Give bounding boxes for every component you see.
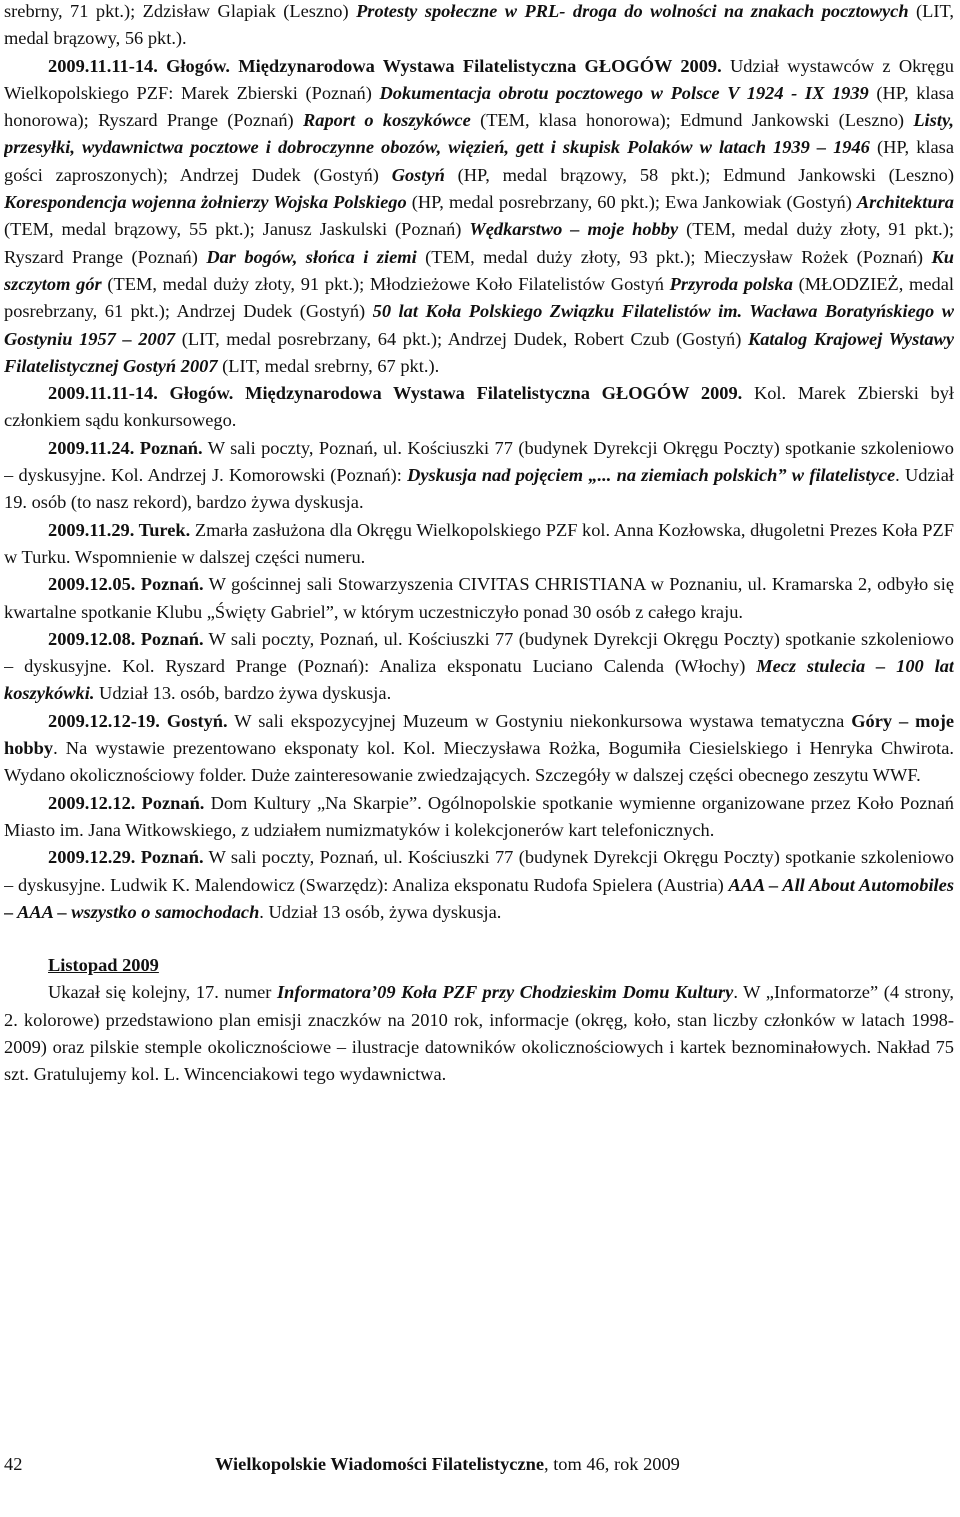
emphasis-text: Informatora’09 Koła PZF przy Chodzieskim Domu Kultury	[277, 982, 734, 1003]
emphasis-text: Ku szczytom gór	[4, 246, 954, 294]
body-text	[4, 0, 954, 926]
journal-title	[215, 1454, 680, 1475]
text-run: Zmarła zasłużona dla Okręgu Wielkopolskiego PZF kol. Anna Kozłowska, długoletni Prezes Koła PZF w Turku. Wspomnienie w dalszej części numeru.	[4, 519, 954, 567]
text-run: Udział wystawców z Okręgu Wielkopolskiego PZF: Marek Zbierski (Poznań)	[4, 55, 954, 103]
paragraph-p7	[4, 708, 954, 790]
emphasis-text: 2009.11.29. Turek.	[48, 519, 191, 540]
text-run: W sali poczty, Poznań, ul. Kościuszki 77 (budynek Dyrekcji Okręgu Poczty) spotkanie szkoleniowo – dyskusyjne. Kol. Andrzej J. Komorowski (Poznań):	[4, 437, 954, 486]
text-run: (LIT, medal srebrny, 67 pkt.).	[217, 355, 440, 376]
text-run: Udział 13. osób, bardzo żywa dyskusja.	[94, 683, 392, 704]
text-run: . W „Informatorze” (4 strony, 2. kolorowe) przedstawiono plan emisji znaczków na 2010 rok, informacje (okręg, koło, stan liczby członków w latach 1998-2009) oraz pilskie stemple okolicznościowe – ilustracje datowników okolicznościowych i kartek beznominałowych. Nakład 75 szt. Gratulujemy kol. L. Wincenciakowi tego wydawnictwa.	[4, 982, 954, 1085]
emphasis-text: 2009.12.29. Poznań.	[48, 847, 204, 868]
emphasis-text: 2009.12.12. Poznań.	[48, 792, 205, 813]
journal-name: Wielkopolskie Wiadomości Filatelistyczne	[215, 1454, 544, 1474]
emphasis-text: Wędkarstwo – moje hobby	[469, 219, 679, 240]
emphasis-text: 50 lat Koła Polskiego Związku Filatelistów im. Wacława Boratyńskiego w Gostyniu 1957 – 2007	[4, 301, 954, 349]
emphasis-text: Przyroda polska	[669, 273, 793, 294]
journal-volume: , tom 46, rok 2009	[544, 1454, 680, 1474]
text-run: Ukazał się kolejny, 17. numer	[48, 982, 278, 1003]
text-run: W sali poczty, Poznań, ul. Kościuszki 77 (budynek Dyrekcji Okręgu Poczty) spotkanie szkoleniowo – dyskusyjne. Kol. Ryszard Prange (Poznań): Analiza eksponatu Luciano Calenda (Włochy)	[4, 628, 954, 677]
section-text	[4, 979, 954, 1088]
emphasis-text: 2009.11.11-14. Głogów. Międzynarodowa Wystawa Filatelistyczna GŁOGÓW 2009.	[48, 55, 722, 76]
text-run: (TEM, medal duży złoty, 93 pkt.); Mieczysław Rożek (Poznań)	[416, 246, 932, 267]
paragraph-s0	[4, 979, 954, 1088]
text-run: Dom Kultury „Na Skarpie”. Ogólnopolskie spotkanie wymienne organizowane przez Koło Poznań Miasto im. Jana Witkowskiego, z udziałem numizmatyków i kolekcjonerów kart telefonicznych.	[4, 792, 954, 840]
paragraph-p0	[4, 0, 954, 53]
document-page	[4, 0, 954, 1517]
page-number: 42	[4, 1454, 23, 1474]
text-run: (TEM, medal brązowy, 55 pkt.); Janusz Jaskulski (Poznań)	[4, 219, 470, 240]
emphasis-text: Katalog Krajowej Wystawy Filatelistycznej Gostyń 2007	[4, 328, 954, 376]
text-run: W gościnnej sali Stowarzyszenia CIVITAS CHRISTIANA w Poznaniu, ul. Kramarska 2, odbyło się kwartalne spotkanie Klubu „Święty Gabriel”, w którym uczestniczyło ponad 30 osób z całego kraju.	[4, 574, 954, 622]
paragraph-p4	[4, 517, 954, 572]
paragraph-p5	[4, 571, 954, 626]
text-run: Kol. Marek Zbierski był członkiem sądu konkursowego.	[4, 383, 954, 431]
paragraph-p3	[4, 435, 954, 517]
emphasis-text: Gostyń	[391, 164, 445, 185]
emphasis-text: Dyskusja nad pojęciem „... na ziemiach polskich” w filatelistyce	[407, 465, 896, 486]
text-run: (TEM, medal duży złoty, 91 pkt.); Młodzieżowe Koło Filatelistów Gostyń	[101, 273, 670, 294]
emphasis-text: Góry – moje hobby	[4, 710, 954, 759]
paragraph-p2	[4, 380, 954, 435]
emphasis-text: 2009.11.11-14. Głogów. Międzynarodowa Wystawa Filatelistyczna GŁOGÓW 2009.	[48, 383, 743, 404]
text-run: (TEM, klasa honorowa); Edmund Jankowski (Leszno)	[470, 110, 914, 131]
paragraph-p9	[4, 844, 954, 926]
section-listopad-2009	[4, 952, 954, 1088]
emphasis-text: Mecz stulecia – 100 lat koszykówki.	[4, 656, 954, 704]
text-run: (HP, medal brązowy, 58 pkt.); Edmund Jankowski (Leszno)	[444, 164, 954, 185]
text-run: (LIT, medal posrebrzany, 64 pkt.); Andrzej Dudek, Robert Czub (Gostyń)	[175, 328, 748, 349]
emphasis-text: 2009.11.24. Poznań.	[48, 437, 203, 458]
text-run: srebrny, 71 pkt.); Zdzisław Glapiak (Leszno)	[4, 1, 357, 21]
text-run: (MŁODZIEŻ, medal posrebrzany, 61 pkt.); Andrzej Dudek (Gostyń)	[4, 273, 954, 322]
text-run: W sali ekspozycyjnej Muzeum w Gostyniu niekonkursowa wystawa tematyczna	[227, 710, 852, 731]
emphasis-text: 2009.12.12-19. Gostyń.	[48, 710, 228, 731]
text-run: (HP, medal posrebrzany, 60 pkt.); Ewa Jankowiak (Gostyń)	[406, 192, 857, 213]
text-run: (LIT, medal brązowy, 56 pkt.).	[4, 1, 954, 49]
paragraph-p6	[4, 626, 954, 708]
emphasis-text: Dokumentacja obrotu pocztowego w Polsce V 1924 - IX 1939	[379, 82, 869, 103]
text-run: (HP, klasa gości zaproszonych); Andrzej Dudek (Gostyń)	[4, 137, 954, 185]
paragraph-p1	[4, 53, 954, 381]
emphasis-text: AAA – All About Automobiles – AAA – wszystko o samochodach	[4, 874, 954, 922]
emphasis-text: Korespondencja wojenna żołnierzy Wojska Polskiego	[4, 192, 407, 213]
emphasis-text: Protesty społeczne w PRL- droga do wolności na znakach pocztowych	[356, 1, 909, 21]
emphasis-text: 2009.12.05. Poznań.	[48, 574, 204, 595]
text-run: . Na wystawie prezentowano eksponaty kol. Kol. Mieczysława Rożka, Bogumiła Ciesielskiego i Henryka Chwirota. Wydano okolicznościowy folder. Duże zainteresowanie zwiedzających. Szczegóły w dalszej części obecnego zeszytu WWF.	[4, 738, 954, 786]
text-run: (HP, klasa honorowa); Ryszard Prange (Poznań)	[4, 82, 954, 131]
emphasis-text: Dar bogów, słońca i ziemi	[206, 246, 417, 267]
emphasis-text: Listy, przesyłki, wydawnictwa pocztowe i dobroczynne obozów, więzień, gett i skupisk Polaków w latach 1939 – 1946	[4, 110, 954, 158]
paragraph-p8	[4, 790, 954, 845]
text-run: W sali poczty, Poznań, ul. Kościuszki 77 (budynek Dyrekcji Okręgu Poczty) spotkanie szkoleniowo – dyskusyjne. Ludwik K. Malendowicz (Swarzędz): Analiza eksponatu Rudofa Spielera (Austria)	[4, 847, 954, 895]
emphasis-text: Raport o koszykówce	[302, 110, 471, 131]
emphasis-text: 2009.12.08. Poznań.	[48, 628, 204, 649]
section-heading: Listopad 2009	[48, 955, 159, 976]
emphasis-text: Architektura	[856, 192, 954, 213]
text-run: . Udział 13 osób, żywa dyskusja.	[259, 901, 502, 922]
text-run: (TEM, medal duży złoty, 91 pkt.); Ryszard Prange (Poznań)	[4, 219, 954, 267]
text-run: . Udział 19. osób (to nasz rekord), bardzo żywa dyskusja.	[4, 465, 954, 513]
